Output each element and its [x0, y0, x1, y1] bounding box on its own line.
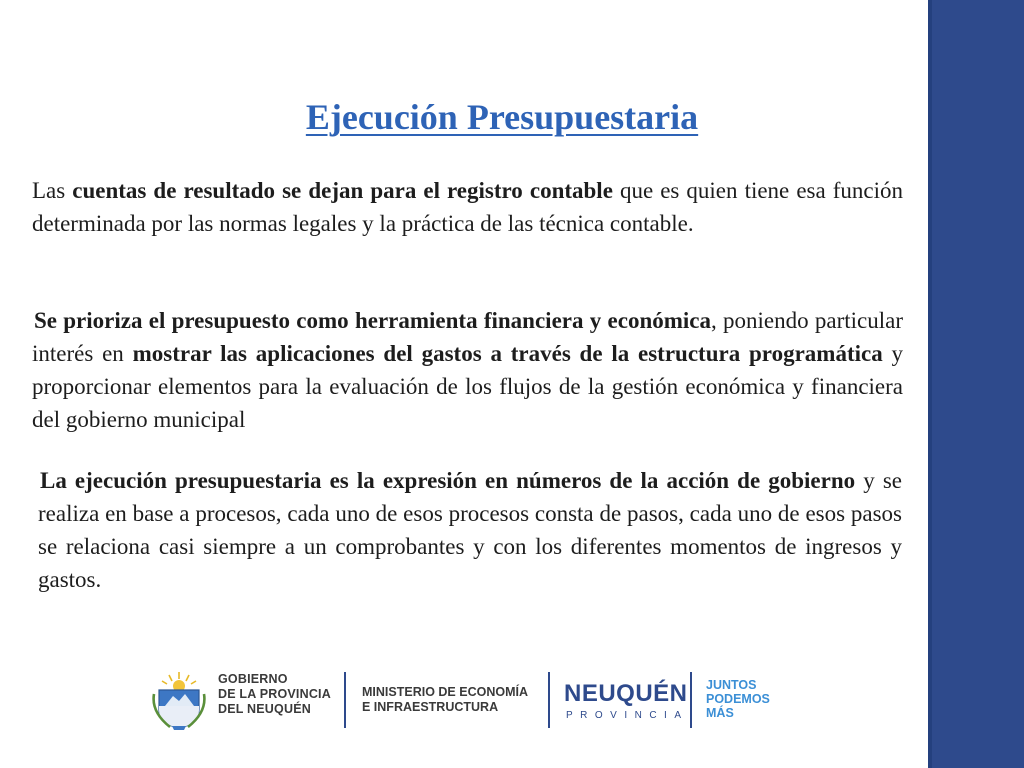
footer-divider [344, 672, 346, 728]
juntos-podemos-mas-slogan: JUNTOS PODEMOS MÁS [706, 678, 770, 720]
neuquen-logo-word: NEUQUÉN [564, 680, 688, 707]
paragraph-ejecucion-presupuestaria [38, 464, 902, 596]
footer-divider [690, 672, 692, 728]
bold-text-segment: cuentas de resultado se dejan para el registro contable [72, 178, 613, 203]
gobierno-text: GOBIERNO DE LA PROVINCIA DEL NEUQUÉN [218, 672, 331, 716]
ministerio-logo: MINISTERIO DE ECONOMÍA E INFRAESTRUCTURA [362, 685, 528, 714]
paragraph-cuentas-de-resultado [32, 174, 903, 240]
text-segment: , poniendo particular interés en [32, 308, 904, 366]
paragraph-prioriza-presupuesto [32, 304, 903, 436]
bold-text-segment: La ejecución presupuestaria es la expresión en números de la acción de gobierno [40, 468, 856, 493]
footer-divider [548, 672, 550, 728]
text-segment: que es quien tiene esa función determinada por las normas legales y la práctica de las técnica contable. [32, 178, 903, 236]
provincial-coat-of-arms-icon [150, 670, 208, 730]
footer-logos [150, 664, 830, 734]
slide-title: Ejecución Presupuestaria [305, 97, 699, 137]
text-segment: y proporcionar elementos para la evaluación de los flujos de la gestión económica y financiera del gobierno municipal [32, 341, 904, 432]
text-segment: y se realiza en base a procesos, cada uno de esos procesos consta de pasos, cada uno de esos pasos se relaciona casi siempre a un comprobantes y con los diferentes momentos de ingresos y gastos. [38, 468, 902, 592]
neuquen-logo-provincia: PROVINCIA [566, 710, 689, 721]
bold-text-segment: mostrar las aplicaciones del gastos a través de la estructura programática [132, 341, 883, 366]
bold-text-segment: Se prioriza el presupuesto como herramienta financiera y económica [34, 308, 711, 333]
text-segment: Las [32, 178, 73, 203]
